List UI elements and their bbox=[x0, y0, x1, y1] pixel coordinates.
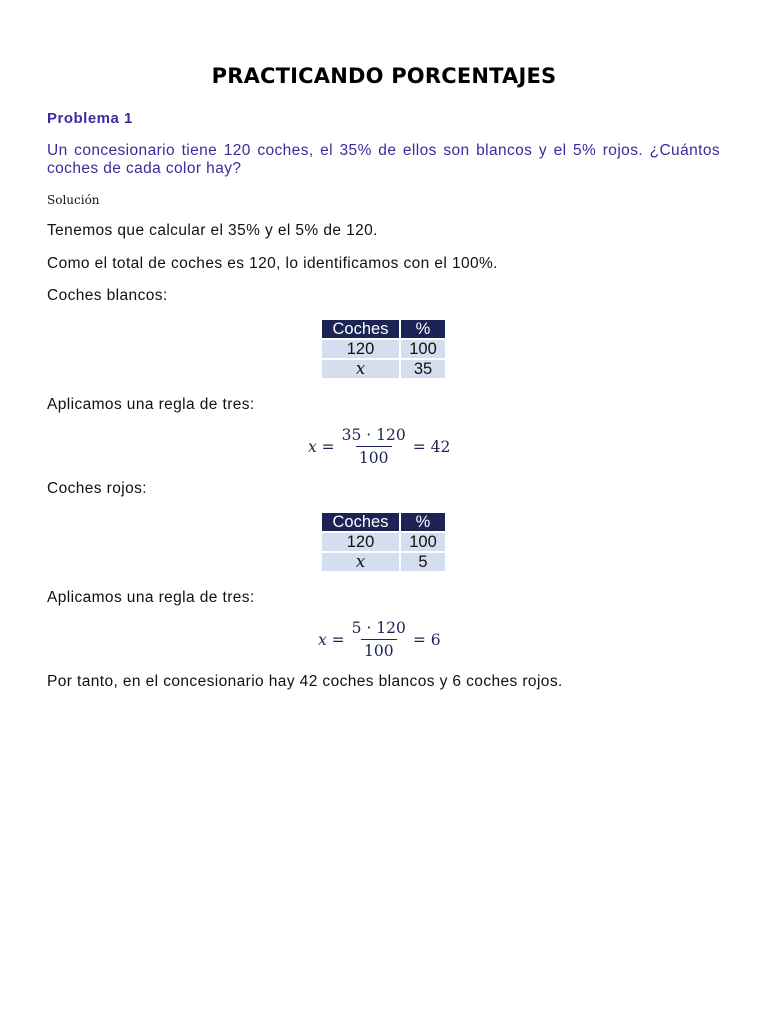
red-cars-table bbox=[320, 511, 447, 573]
formula-denominator: 100 bbox=[361, 639, 397, 660]
table-header-cell: Coches bbox=[322, 320, 399, 338]
formula-fraction bbox=[339, 426, 409, 467]
table-cell: 120 bbox=[322, 340, 399, 358]
formula-result: = 42 bbox=[412, 437, 451, 456]
table-row bbox=[322, 360, 445, 378]
table-row bbox=[322, 340, 445, 358]
formula-fraction bbox=[349, 619, 409, 660]
table-cell: 100 bbox=[401, 533, 445, 551]
formula-denominator: 100 bbox=[356, 446, 392, 467]
table-row bbox=[322, 553, 445, 571]
problem-heading: Problema 1 bbox=[47, 110, 133, 127]
conclusion-text: Por tanto, en el concesionario hay 42 coches blancos y 6 coches rojos. bbox=[47, 673, 563, 690]
formula-numerator: 35 · 120 bbox=[341, 426, 406, 444]
red-rule-text: Aplicamos una regla de tres: bbox=[47, 589, 255, 606]
table-header-cell: Coches bbox=[322, 513, 399, 531]
table-header-row bbox=[322, 320, 445, 338]
white-cars-label: Coches blancos: bbox=[47, 287, 168, 304]
page-title: PRACTICANDO PORCENTAJES bbox=[211, 64, 557, 88]
table-header-row bbox=[322, 513, 445, 531]
formula-lhs: x = bbox=[318, 630, 345, 649]
table-cell: 5 bbox=[401, 553, 445, 571]
formula-result: = 6 bbox=[412, 630, 441, 649]
white-formula bbox=[308, 426, 450, 467]
formula-numerator: 5 · 120 bbox=[351, 619, 406, 637]
table-cell: x bbox=[322, 553, 399, 571]
red-formula bbox=[318, 619, 441, 660]
table-row bbox=[322, 533, 445, 551]
table-header-cell: % bbox=[401, 320, 445, 338]
white-rule-text: Aplicamos una regla de tres: bbox=[47, 396, 255, 413]
table-cell: x bbox=[322, 360, 399, 378]
white-cars-table bbox=[320, 318, 447, 380]
solution-label: Solución bbox=[47, 193, 100, 207]
problem-statement: Un concesionario tiene 120 coches, el 35% de ellos son blancos y el 5% rojos. ¿Cuántos coches de cada color hay? bbox=[47, 142, 720, 177]
solution-intro-2: Como el total de coches es 120, lo identificamos con el 100%. bbox=[47, 255, 498, 272]
table-header-cell: % bbox=[401, 513, 445, 531]
red-cars-label: Coches rojos: bbox=[47, 480, 147, 497]
table-cell: 100 bbox=[401, 340, 445, 358]
table-cell: 120 bbox=[322, 533, 399, 551]
solution-intro-1: Tenemos que calcular el 35% y el 5% de 120. bbox=[47, 222, 378, 239]
table-cell: 35 bbox=[401, 360, 445, 378]
formula-lhs: x = bbox=[308, 437, 335, 456]
